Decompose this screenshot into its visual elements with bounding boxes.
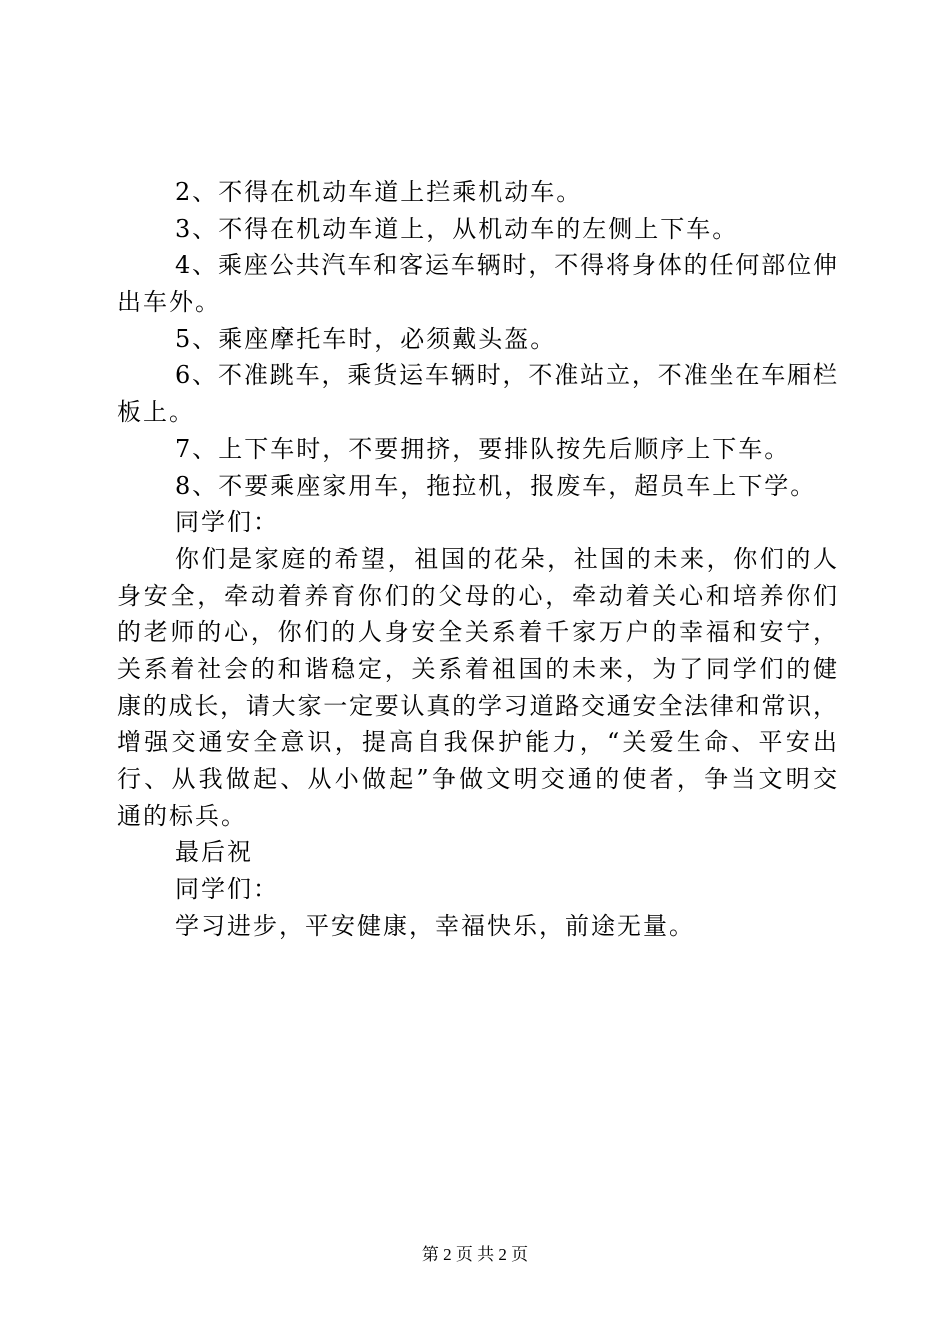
text-line: 同学们： <box>175 508 279 537</box>
text-line: 出车外。 <box>117 288 221 317</box>
text-line: 增强交通安全意识，提高自我保护能力，“关爱生命、平安出 <box>117 728 837 757</box>
text-line: 最后祝 <box>175 838 253 867</box>
text-line: 关系着社会的和谐稳定，关系着祖国的未来，为了同学们的健 <box>117 654 837 683</box>
text-line: 的老师的心，你们的人身安全关系着千家万户的幸福和安宁， <box>117 618 837 647</box>
text-line: 5、乘座摩托车时，必须戴头盔。 <box>175 324 557 353</box>
document-body <box>117 174 837 944</box>
text-line: 3、不得在机动车道上，从机动车的左侧上下车。 <box>175 214 739 243</box>
text-line: 学习进步，平安健康，幸福快乐，前途无量。 <box>175 911 695 940</box>
text-line: 板上。 <box>117 398 195 427</box>
text-line: 行、从我做起、从小做起”争做文明交通的使者，争当文明交 <box>117 765 837 793</box>
text-line: 2、不得在机动车道上拦乘机动车。 <box>175 178 583 206</box>
text-line: 你们是家庭的希望，祖国的花朵，社国的未来，你们的人 <box>175 544 837 573</box>
text-line: 7、上下车时，不要拥挤，要排队按先后顺序上下车。 <box>175 434 791 463</box>
text-line: 身安全，牵动着养育你们的父母的心，牵动着关心和培养你们 <box>117 581 837 610</box>
text-line: 康的成长，请大家一定要认真的学习道路交通安全法律和常识， <box>117 691 837 720</box>
text-line: 4、乘座公共汽车和客运车辆时，不得将身体的任何部位伸 <box>175 251 837 280</box>
text-line: 6、不准跳车，乘货运车辆时，不准站立，不准坐在车厢栏 <box>175 361 837 390</box>
text-line: 同学们： <box>175 875 279 904</box>
page-footer: 第 2 页 共 2 页 <box>421 1245 529 1264</box>
text-line: 通的标兵。 <box>117 801 247 830</box>
text-line: 8、不要乘座家用车，拖拉机，报废车，超员车上下学。 <box>175 471 817 500</box>
